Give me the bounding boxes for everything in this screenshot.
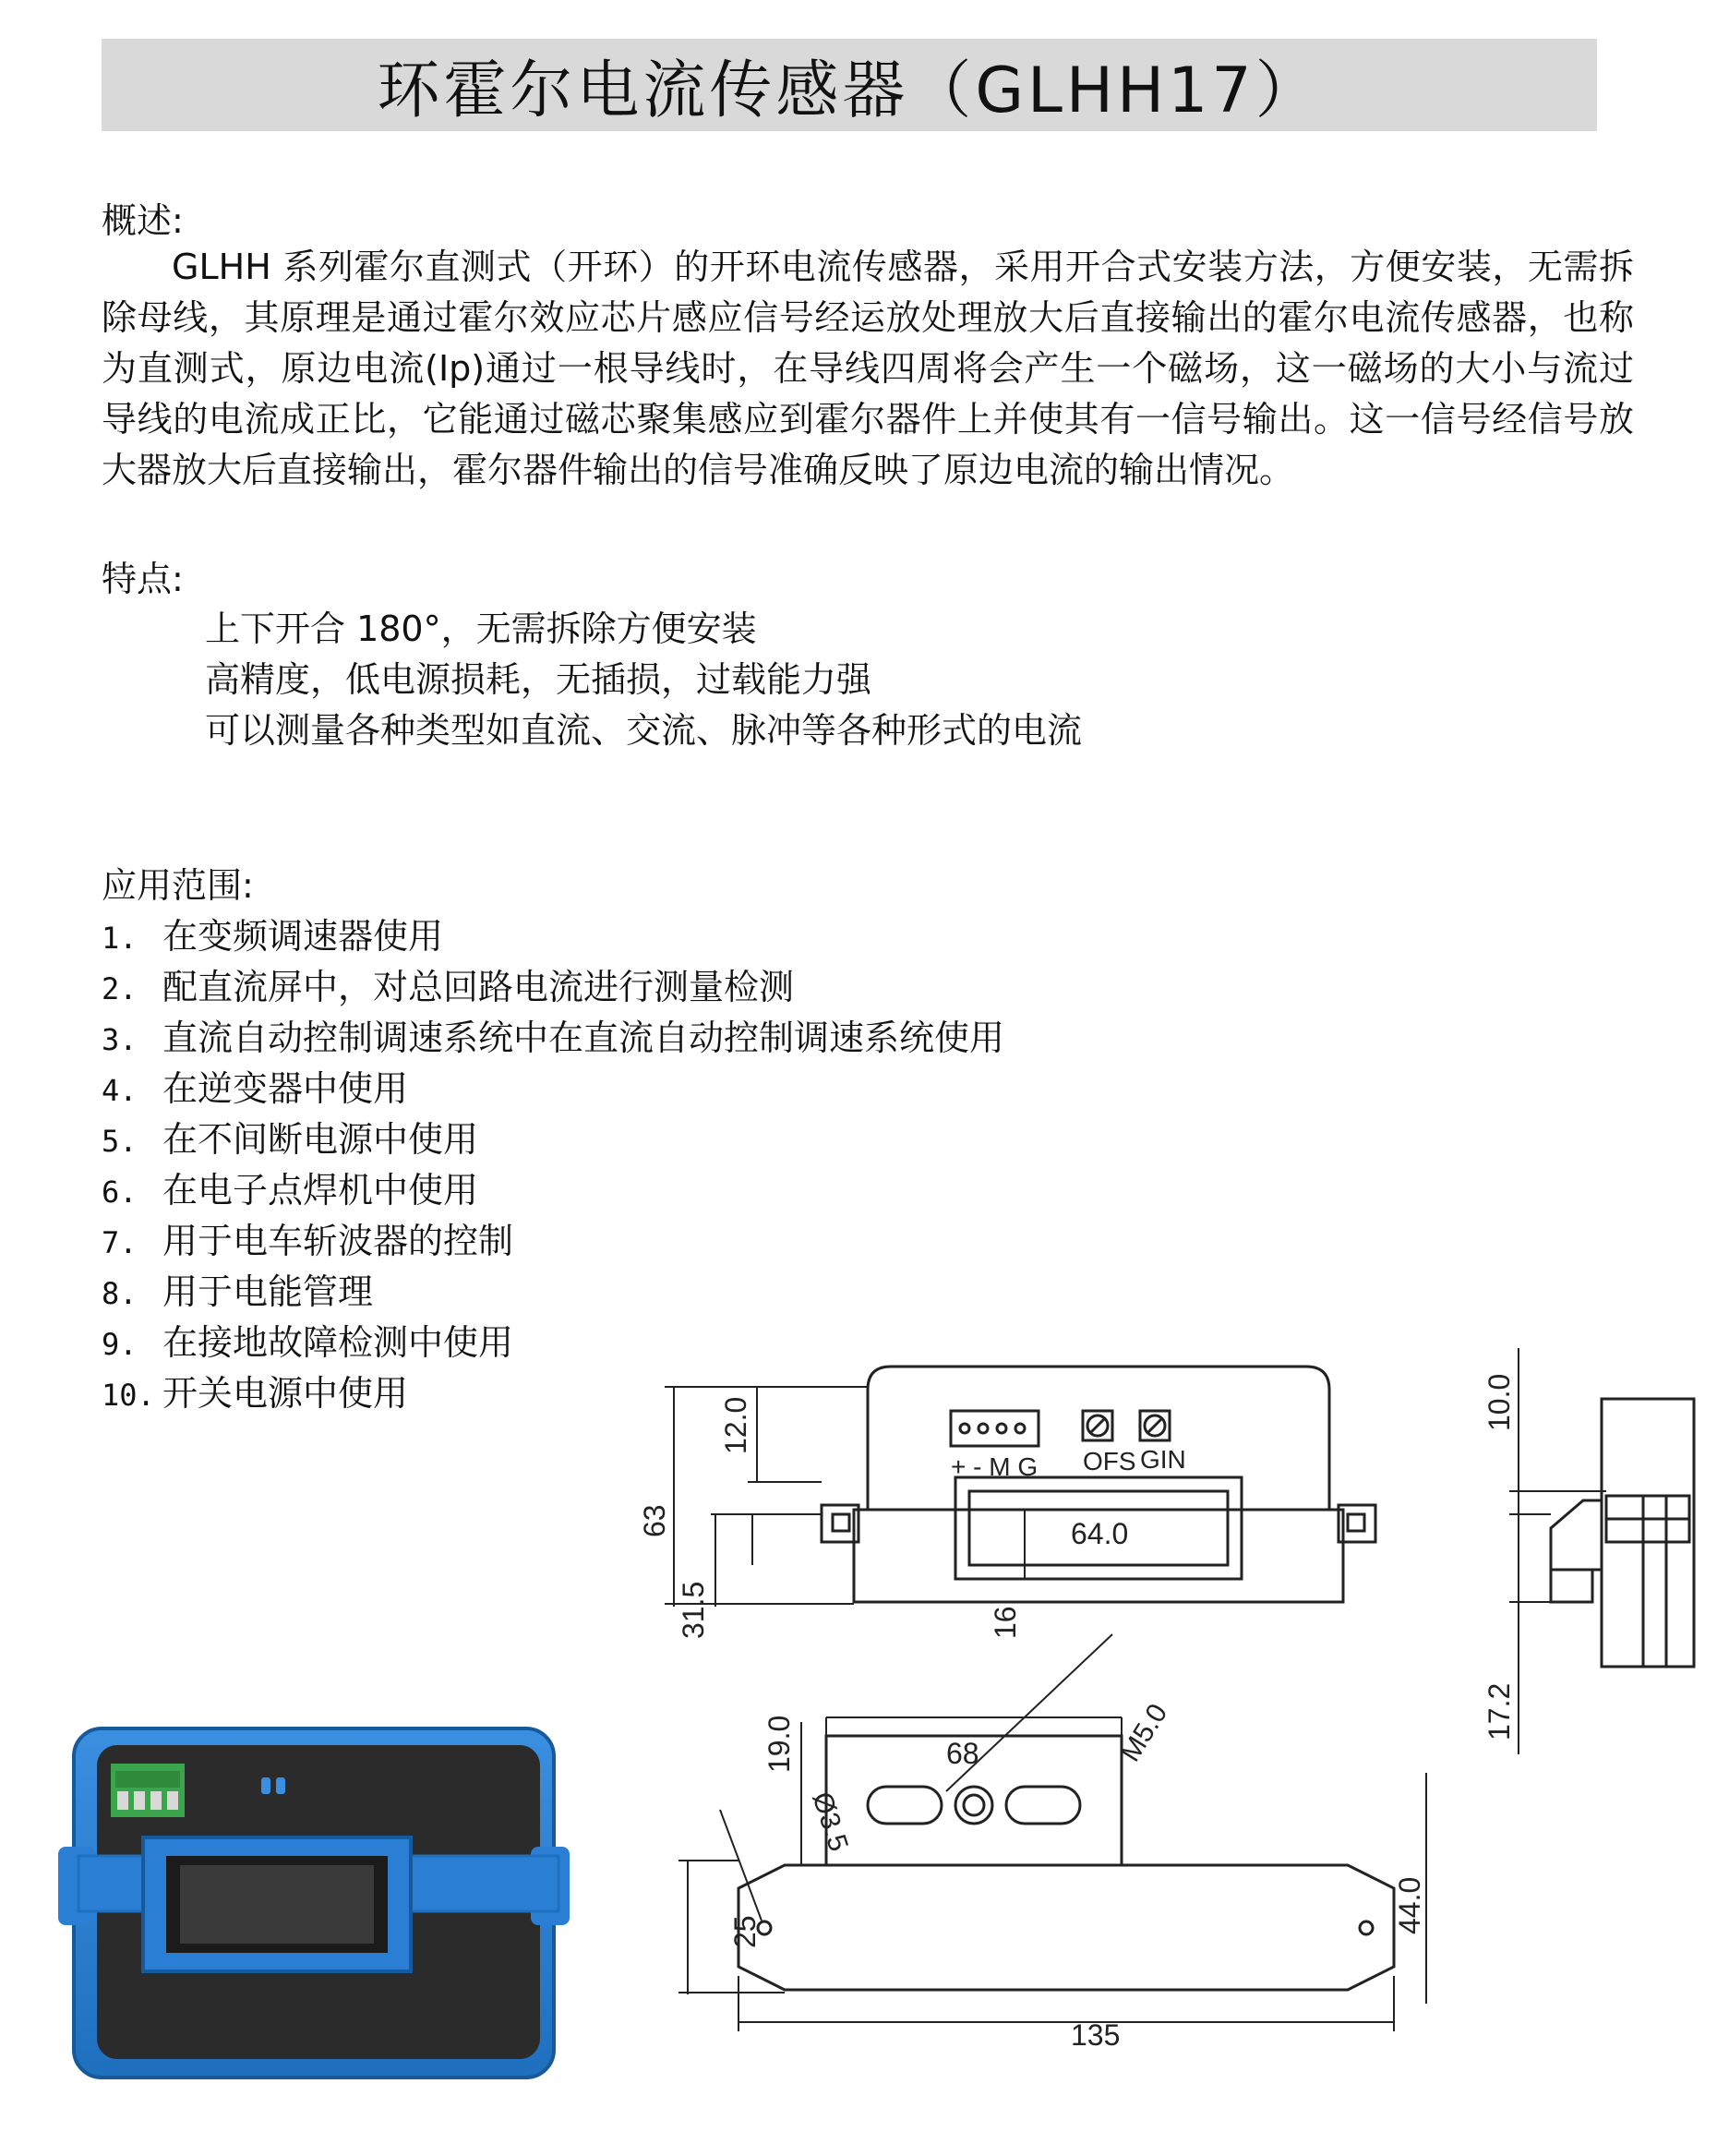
application-item: [102, 1162, 478, 1212]
dim-68: 68: [946, 1737, 979, 1770]
item-text: 用于电车斩波器的控制: [162, 1221, 514, 1261]
item-text: 在不间断电源中使用: [162, 1119, 479, 1160]
overview-text: GLHH 系列霍尔直测式（开环）的开环电流传感器，采用开合式安装方法，方便安装，无需拆除母线，其原理是通过霍尔效应芯片感应信号经运放处理放大后直接输出的霍尔电流传感器，也称为直测式，原边电流(Ip)通过一根导线时，在导线四周将会产生一个磁场，这一磁场的大小与流过导线的电流成正比，它能通过磁芯聚集感应到霍尔器件上并使其有一信号输出。这一信号经信号放大器放大后直接输出，霍尔器件输出的信号准确反映了原边电流的输出情况。: [102, 247, 1634, 490]
item-number: 7.: [102, 1225, 138, 1260]
dim-64: 64.0: [1071, 1517, 1129, 1550]
application-item: [102, 1212, 513, 1263]
item-number: 1.: [102, 921, 138, 956]
page-title: 环霍尔电流传感器（GLHH17）: [377, 54, 1322, 127]
item-text: 用于电能管理: [162, 1271, 374, 1312]
pin-labels: + - M G: [951, 1452, 1039, 1481]
application-item: [102, 1009, 1004, 1060]
ofs-label: OFS: [1083, 1447, 1136, 1475]
item-number: 9.: [102, 1327, 138, 1362]
gin-label: GIN: [1140, 1445, 1186, 1474]
item-text: 在逆变器中使用: [162, 1068, 409, 1109]
title-bar: [102, 39, 1597, 131]
feature-item: 高精度，低电源损耗，无插损，过载能力强: [205, 659, 872, 700]
dim-12: 12.0: [719, 1396, 752, 1454]
feature-item: 可以测量各种类型如直流、交流、脉冲等各种形式的电流: [205, 710, 1083, 751]
item-number: 10.: [102, 1378, 155, 1413]
application-item: [102, 908, 443, 958]
dim-135: 135: [1071, 2018, 1121, 2052]
applications-label: 应用范围:: [102, 865, 254, 906]
dim-16: 16: [989, 1606, 1022, 1639]
dimension-drawing: [591, 1330, 1717, 2105]
dim-25: 25: [728, 1915, 762, 1948]
item-text: 开关电源中使用: [162, 1373, 409, 1414]
dim-17-2: 17.2: [1483, 1682, 1516, 1740]
item-text: 在接地故障检测中使用: [162, 1322, 514, 1363]
dim-63: 63: [638, 1504, 671, 1537]
feature-item: 上下开合 180°，无需拆除方便安装: [205, 608, 757, 649]
item-number: 3.: [102, 1022, 138, 1057]
item-number: 4.: [102, 1073, 138, 1108]
item-text: 配直流屏中，对总回路电流进行测量检测: [162, 967, 795, 1007]
application-item: [102, 1314, 513, 1365]
overview-label: 概述:: [102, 200, 184, 241]
dim-m5: M5.0: [1114, 1698, 1174, 1767]
sensor-photo: [51, 1717, 591, 2087]
dim-31-5: 31.5: [677, 1581, 710, 1639]
dim-10: 10.0: [1483, 1373, 1516, 1431]
dim-44: 44.0: [1393, 1876, 1426, 1934]
item-text: 在变频调速器使用: [162, 916, 444, 957]
item-number: 5.: [102, 1124, 138, 1159]
application-item: [102, 1111, 478, 1162]
item-number: 2.: [102, 971, 138, 1006]
dim-19: 19.0: [762, 1715, 796, 1773]
application-item: [102, 1365, 408, 1415]
item-number: 6.: [102, 1174, 138, 1210]
features-label: 特点:: [102, 559, 184, 599]
item-text: 在电子点焊机中使用: [162, 1170, 479, 1210]
application-item: [102, 958, 794, 1009]
item-text: 直流自动控制调速系统中在直流自动控制调速系统使用: [162, 1018, 1005, 1058]
application-item: [102, 1263, 373, 1314]
application-item: [102, 1060, 408, 1111]
dim-phi-3-5: Ø3.5: [806, 1788, 854, 1856]
item-number: 8.: [102, 1276, 138, 1311]
